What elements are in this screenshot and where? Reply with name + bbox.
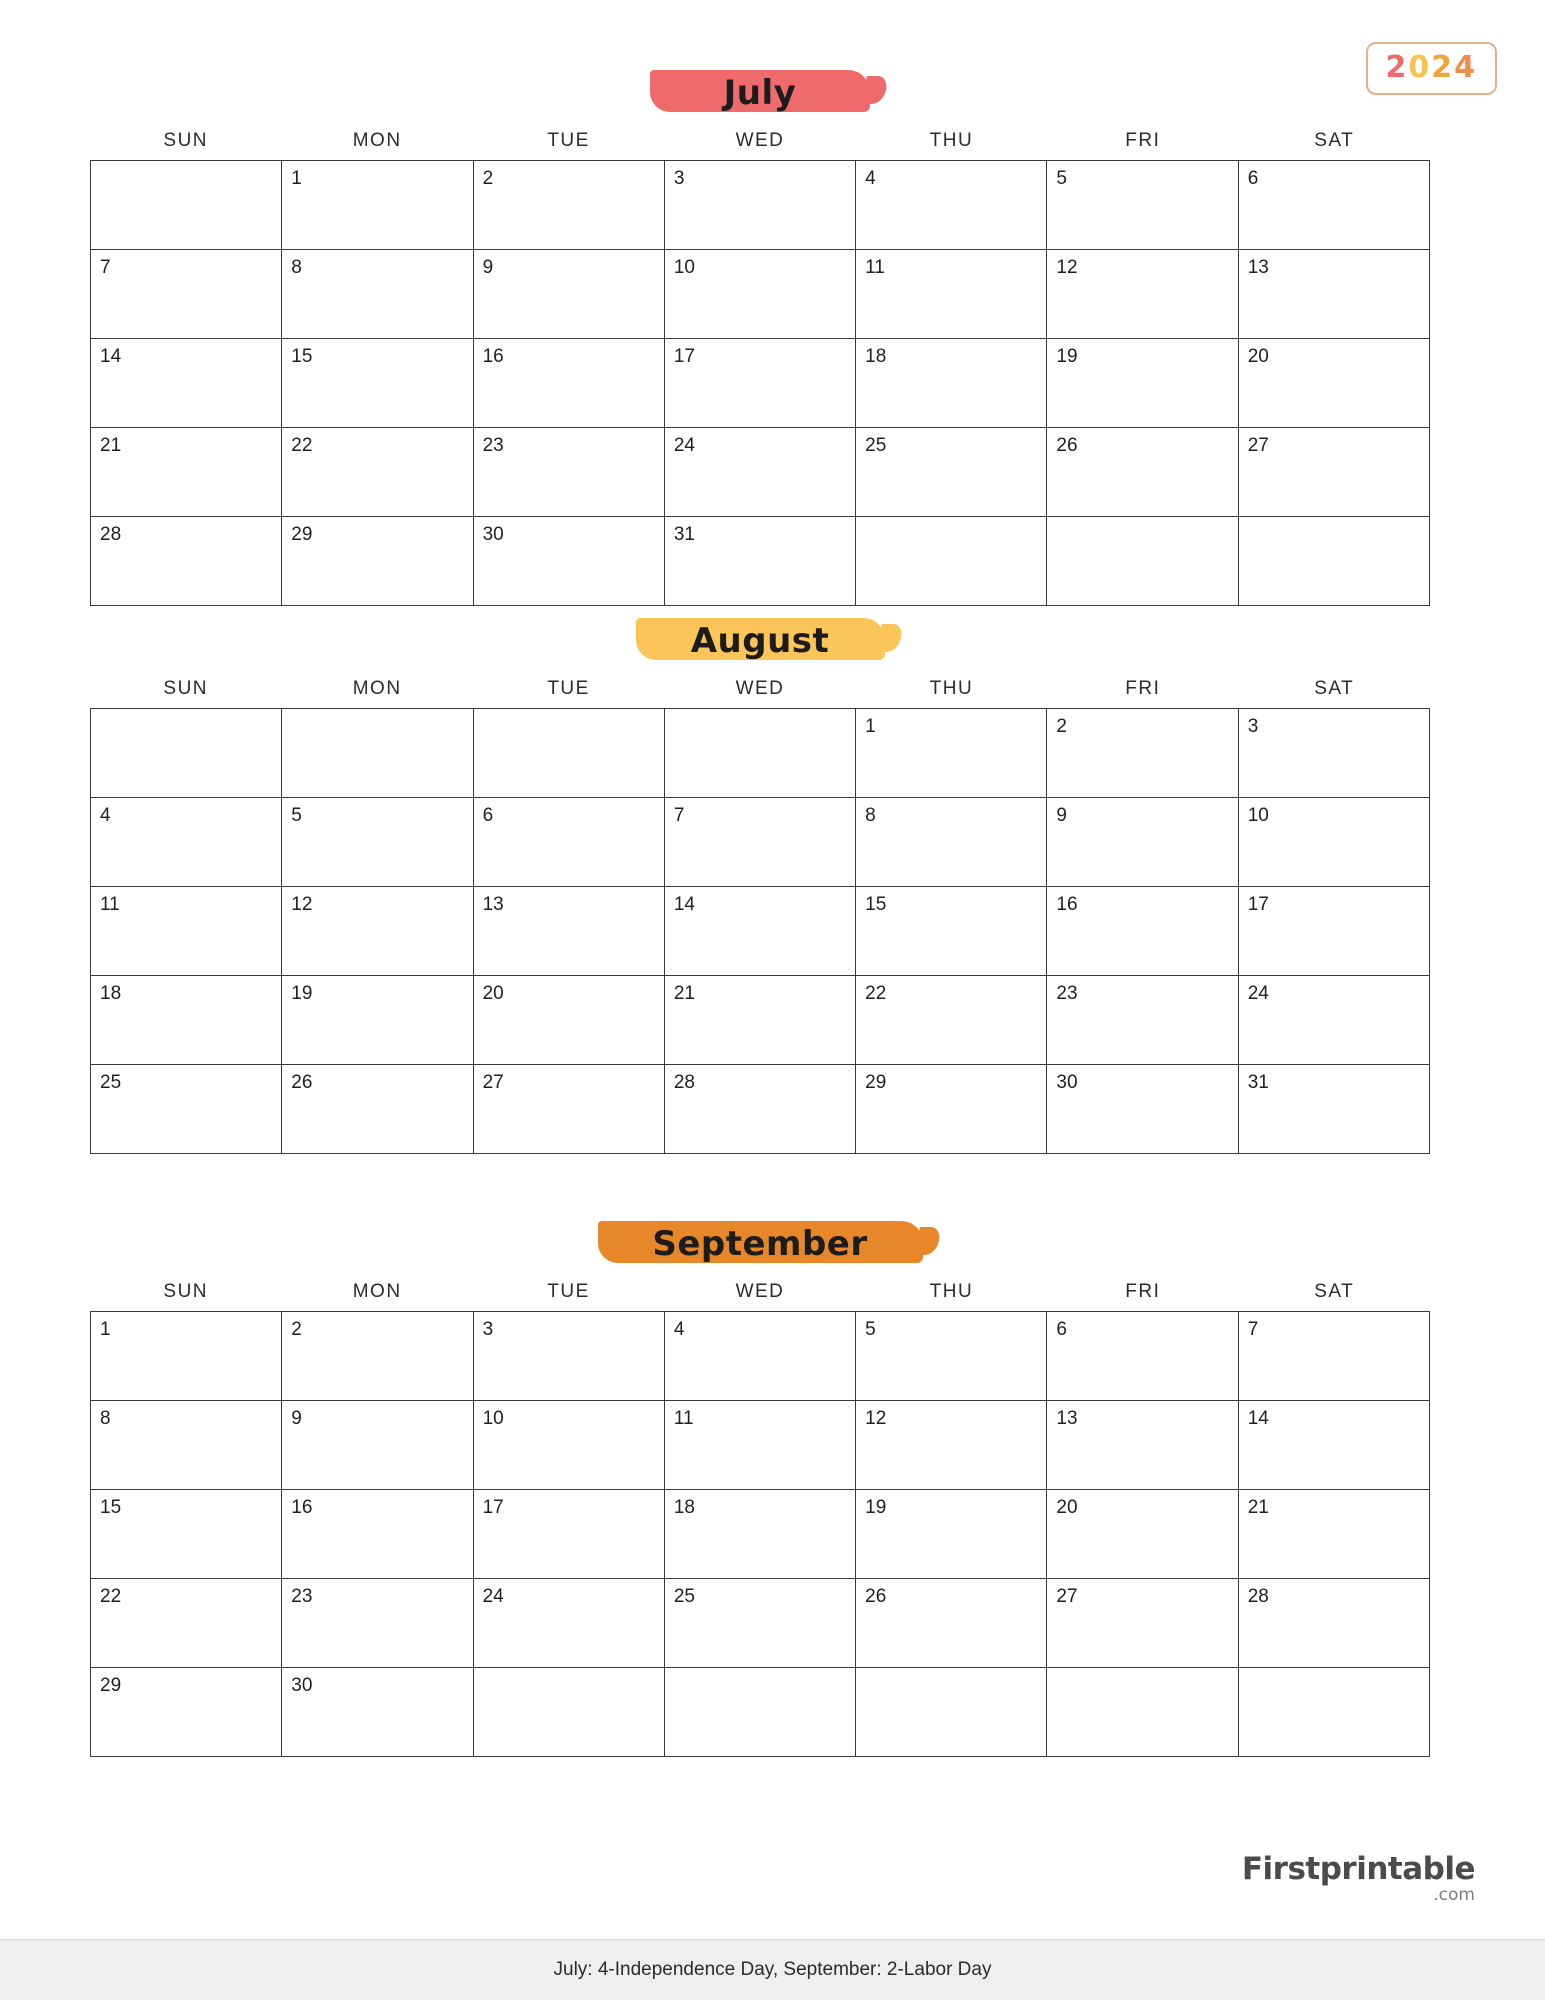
day-cell[interactable] (1239, 709, 1430, 798)
day-cell[interactable] (1047, 798, 1238, 887)
day-number: 21 (100, 435, 122, 456)
empty-day-cell[interactable] (856, 1668, 1047, 1757)
day-cell[interactable] (474, 798, 665, 887)
day-number: 27 (1056, 1586, 1078, 1607)
day-cell[interactable] (856, 709, 1047, 798)
day-number: 18 (100, 983, 122, 1004)
day-number: 9 (291, 1408, 302, 1429)
day-cell[interactable] (1047, 161, 1238, 250)
day-number: 22 (865, 983, 887, 1004)
day-cell[interactable] (282, 1668, 473, 1757)
day-number: 24 (482, 1586, 504, 1607)
day-number: 13 (1056, 1408, 1078, 1429)
weekday-label-fri: FRI (1125, 1281, 1161, 1302)
day-cell[interactable] (1047, 709, 1238, 798)
day-number: 14 (1247, 1408, 1269, 1429)
day-cell[interactable] (1047, 887, 1238, 976)
day-number: 1 (291, 168, 302, 189)
day-grid-july (90, 160, 1430, 606)
day-number: 7 (673, 805, 685, 826)
day-cell[interactable] (1239, 1401, 1430, 1490)
day-number: 19 (1056, 346, 1078, 367)
weekday-label-thu: THU (929, 1281, 974, 1302)
day-number: 4 (100, 805, 111, 826)
month-name-september: September (652, 1224, 868, 1264)
day-cell[interactable] (282, 887, 473, 976)
day-number: 13 (1247, 257, 1269, 278)
day-number: 28 (100, 524, 122, 545)
weekday-label-tue: TUE (547, 130, 590, 151)
day-number: 12 (865, 1408, 887, 1429)
day-number: 3 (1247, 716, 1259, 737)
day-number: 14 (100, 346, 122, 367)
day-number: 23 (482, 435, 504, 456)
weekday-label-sat: SAT (1314, 678, 1355, 699)
day-number: 15 (291, 346, 313, 367)
day-number: 3 (482, 1319, 494, 1340)
year-digit-2: 0 (1408, 50, 1432, 85)
day-cell[interactable] (665, 976, 856, 1065)
day-number: 28 (673, 1072, 695, 1093)
day-number: 19 (865, 1497, 887, 1518)
day-cell[interactable] (665, 339, 856, 428)
day-number: 18 (673, 1497, 695, 1518)
day-cell[interactable] (91, 887, 282, 976)
day-cell[interactable] (665, 250, 856, 339)
day-cell[interactable] (856, 1490, 1047, 1579)
weekday-label-tue: TUE (547, 1281, 590, 1302)
month-block-september (90, 1213, 1430, 1757)
day-number: 20 (1247, 346, 1269, 367)
day-number: 27 (1247, 435, 1269, 456)
day-cell[interactable] (474, 161, 665, 250)
day-cell[interactable] (474, 1490, 665, 1579)
day-number: 16 (291, 1497, 313, 1518)
day-cell[interactable] (1239, 976, 1430, 1065)
day-cell[interactable] (282, 1579, 473, 1668)
day-cell[interactable] (1239, 798, 1430, 887)
day-cell[interactable] (282, 1401, 473, 1490)
day-cell[interactable] (282, 250, 473, 339)
day-cell[interactable] (1047, 428, 1238, 517)
empty-day-cell[interactable] (1047, 517, 1238, 606)
day-cell[interactable] (282, 428, 473, 517)
empty-day-cell[interactable] (282, 709, 473, 798)
month-title-july (90, 62, 1430, 124)
empty-day-cell[interactable] (665, 709, 856, 798)
month-title-august (90, 610, 1430, 672)
day-cell[interactable] (91, 1668, 282, 1757)
day-cell[interactable] (665, 887, 856, 976)
day-cell[interactable] (474, 250, 665, 339)
day-number: 17 (482, 1497, 504, 1518)
day-number: 1 (100, 1319, 111, 1340)
day-cell[interactable] (91, 976, 282, 1065)
day-number: 18 (865, 346, 887, 367)
day-cell[interactable] (282, 1490, 473, 1579)
day-number: 31 (673, 524, 695, 545)
empty-day-cell[interactable] (474, 709, 665, 798)
empty-day-cell[interactable] (474, 1668, 665, 1757)
day-number: 26 (865, 1586, 887, 1607)
empty-day-cell[interactable] (1239, 1668, 1430, 1757)
day-number: 5 (291, 805, 302, 826)
weekday-label-thu: THU (929, 130, 974, 151)
day-cell[interactable] (282, 339, 473, 428)
weekday-label-fri: FRI (1125, 130, 1161, 151)
day-cell[interactable] (665, 1401, 856, 1490)
weekday-label-sat: SAT (1314, 1281, 1355, 1302)
day-number: 11 (865, 257, 885, 278)
day-number: 7 (100, 257, 111, 278)
day-number: 29 (291, 524, 313, 545)
day-number: 8 (291, 257, 302, 278)
weekday-label-thu: THU (929, 678, 974, 699)
day-number: 17 (673, 346, 695, 367)
day-cell[interactable] (1047, 1490, 1238, 1579)
weekday-label-sun: SUN (163, 678, 209, 699)
day-cell[interactable] (1239, 428, 1430, 517)
day-number: 1 (865, 716, 876, 737)
site-logo (1241, 1851, 1475, 1905)
logo-sub-text: .com (1433, 1885, 1475, 1905)
day-number: 29 (865, 1072, 887, 1093)
day-cell[interactable] (282, 1312, 473, 1401)
holiday-notes: July: 4-Independence Day, September: 2-Labor Day (553, 1959, 992, 1980)
day-cell[interactable] (665, 428, 856, 517)
empty-day-cell[interactable] (1239, 517, 1430, 606)
day-number: 15 (100, 1497, 122, 1518)
day-number: 25 (673, 1586, 695, 1607)
day-number: 5 (865, 1319, 876, 1340)
month-title-september (90, 1213, 1430, 1275)
day-cell[interactable] (91, 1312, 282, 1401)
day-number: 14 (673, 894, 695, 915)
day-cell[interactable] (856, 1401, 1047, 1490)
weekday-label-sun: SUN (163, 130, 209, 151)
day-number: 30 (482, 524, 504, 545)
day-number: 31 (1247, 1072, 1269, 1093)
day-number: 22 (291, 435, 313, 456)
weekday-label-wed: WED (735, 678, 785, 699)
day-number: 6 (1247, 168, 1259, 189)
day-cell[interactable] (1239, 1312, 1430, 1401)
day-cell[interactable] (474, 339, 665, 428)
day-number: 26 (1056, 435, 1078, 456)
day-number: 5 (1056, 168, 1067, 189)
day-cell[interactable] (91, 1490, 282, 1579)
day-cell[interactable] (856, 339, 1047, 428)
day-cell[interactable] (91, 339, 282, 428)
day-cell[interactable] (1239, 1579, 1430, 1668)
day-number: 13 (482, 894, 504, 915)
day-number: 11 (100, 894, 120, 915)
day-cell[interactable] (1047, 976, 1238, 1065)
day-cell[interactable] (474, 428, 665, 517)
day-number: 6 (482, 805, 494, 826)
day-number: 25 (100, 1072, 122, 1093)
weekday-label-fri: FRI (1125, 678, 1161, 699)
empty-day-cell[interactable] (1047, 1668, 1238, 1757)
day-number: 4 (673, 1319, 685, 1340)
weekday-label-mon: MON (352, 130, 402, 151)
month-name-august: August (690, 621, 830, 661)
day-cell[interactable] (282, 976, 473, 1065)
empty-day-cell[interactable] (665, 1668, 856, 1757)
weekday-label-sun: SUN (163, 1281, 209, 1302)
day-number: 24 (673, 435, 695, 456)
day-number: 2 (291, 1319, 302, 1340)
day-cell[interactable] (1047, 1065, 1238, 1154)
day-number: 27 (482, 1072, 504, 1093)
weekday-label-sat: SAT (1314, 130, 1355, 151)
day-cell[interactable] (1047, 1312, 1238, 1401)
logo-main-text: Firstprintable (1241, 1851, 1475, 1887)
day-cell[interactable] (474, 1065, 665, 1154)
day-cell[interactable] (665, 1579, 856, 1668)
day-cell[interactable] (474, 976, 665, 1065)
day-number: 22 (100, 1586, 122, 1607)
day-cell[interactable] (1047, 250, 1238, 339)
weekday-label-wed: WED (735, 1281, 785, 1302)
day-cell[interactable] (665, 1065, 856, 1154)
day-cell[interactable] (1047, 339, 1238, 428)
day-number: 25 (865, 435, 887, 456)
day-number: 16 (482, 346, 504, 367)
day-cell[interactable] (1239, 161, 1430, 250)
year-digit-3: 2 (1431, 50, 1455, 85)
day-number: 23 (291, 1586, 313, 1607)
weekday-label-tue: TUE (547, 678, 590, 699)
day-cell[interactable] (856, 1579, 1047, 1668)
day-cell[interactable] (665, 517, 856, 606)
day-cell[interactable] (91, 798, 282, 887)
day-cell[interactable] (1239, 1490, 1430, 1579)
day-number: 10 (1247, 805, 1269, 826)
empty-day-cell[interactable] (856, 517, 1047, 606)
weekday-header-september (90, 1281, 1430, 1303)
day-cell[interactable] (474, 1401, 665, 1490)
day-number: 9 (1056, 805, 1067, 826)
day-cell[interactable] (474, 1312, 665, 1401)
day-number: 8 (100, 1408, 111, 1429)
day-number: 15 (865, 894, 887, 915)
day-number: 10 (482, 1408, 504, 1429)
day-cell[interactable] (856, 1312, 1047, 1401)
day-number: 19 (291, 983, 313, 1004)
day-number: 12 (291, 894, 313, 915)
day-cell[interactable] (856, 428, 1047, 517)
day-number: 6 (1056, 1319, 1067, 1340)
weekday-label-wed: WED (735, 130, 785, 151)
day-number: 12 (1056, 257, 1078, 278)
day-cell[interactable] (282, 161, 473, 250)
day-number: 7 (1247, 1319, 1259, 1340)
day-number: 17 (1247, 894, 1269, 915)
day-cell[interactable] (91, 1401, 282, 1490)
month-block-july (90, 62, 1430, 606)
day-cell[interactable] (474, 1579, 665, 1668)
day-cell[interactable] (856, 798, 1047, 887)
day-number: 11 (673, 1408, 694, 1429)
day-number: 20 (1056, 1497, 1078, 1518)
day-cell[interactable] (91, 1579, 282, 1668)
day-number: 2 (482, 168, 494, 189)
day-grid-august (90, 708, 1430, 1154)
day-number: 24 (1247, 983, 1269, 1004)
day-grid-september (90, 1311, 1430, 1757)
day-cell[interactable] (665, 161, 856, 250)
weekday-label-mon: MON (352, 678, 402, 699)
month-block-august (90, 610, 1430, 1154)
day-number: 28 (1247, 1586, 1269, 1607)
year-digit-1: 2 (1385, 50, 1409, 85)
day-cell[interactable] (474, 887, 665, 976)
day-number: 23 (1056, 983, 1078, 1004)
month-name-july: July (723, 73, 797, 113)
day-cell[interactable] (665, 1490, 856, 1579)
day-cell[interactable] (91, 428, 282, 517)
day-number: 16 (1056, 894, 1078, 915)
year-digit-4: 4 (1454, 50, 1477, 85)
day-cell[interactable] (665, 1312, 856, 1401)
day-cell[interactable] (856, 161, 1047, 250)
day-cell[interactable] (91, 1065, 282, 1154)
day-cell[interactable] (856, 976, 1047, 1065)
day-number: 30 (291, 1675, 313, 1696)
day-number: 20 (482, 983, 504, 1004)
day-number: 10 (673, 257, 695, 278)
day-number: 2 (1056, 716, 1067, 737)
day-number: 30 (1056, 1072, 1078, 1093)
day-cell[interactable] (1047, 1579, 1238, 1668)
day-cell[interactable] (91, 250, 282, 339)
day-cell[interactable] (856, 250, 1047, 339)
day-cell[interactable] (665, 798, 856, 887)
day-cell[interactable] (282, 1065, 473, 1154)
day-cell[interactable] (856, 1065, 1047, 1154)
day-cell[interactable] (474, 517, 665, 606)
day-number: 21 (673, 983, 695, 1004)
day-number: 21 (1247, 1497, 1269, 1518)
weekday-header-july (90, 130, 1430, 152)
day-cell[interactable] (856, 887, 1047, 976)
day-cell[interactable] (282, 798, 473, 887)
day-number: 9 (482, 257, 494, 278)
day-cell[interactable] (1239, 1065, 1430, 1154)
footer-bar (0, 1939, 1545, 2000)
day-cell[interactable] (1239, 339, 1430, 428)
day-number: 26 (291, 1072, 313, 1093)
weekday-label-mon: MON (352, 1281, 402, 1302)
day-cell[interactable] (1047, 1401, 1238, 1490)
day-number: 3 (673, 168, 685, 189)
day-cell[interactable] (282, 517, 473, 606)
day-number: 29 (100, 1675, 122, 1696)
day-cell[interactable] (91, 517, 282, 606)
weekday-header-august (90, 678, 1430, 700)
day-number: 4 (865, 168, 876, 189)
empty-day-cell[interactable] (91, 709, 282, 798)
day-cell[interactable] (1239, 887, 1430, 976)
day-number: 8 (865, 805, 876, 826)
empty-day-cell[interactable] (91, 161, 282, 250)
day-cell[interactable] (1239, 250, 1430, 339)
